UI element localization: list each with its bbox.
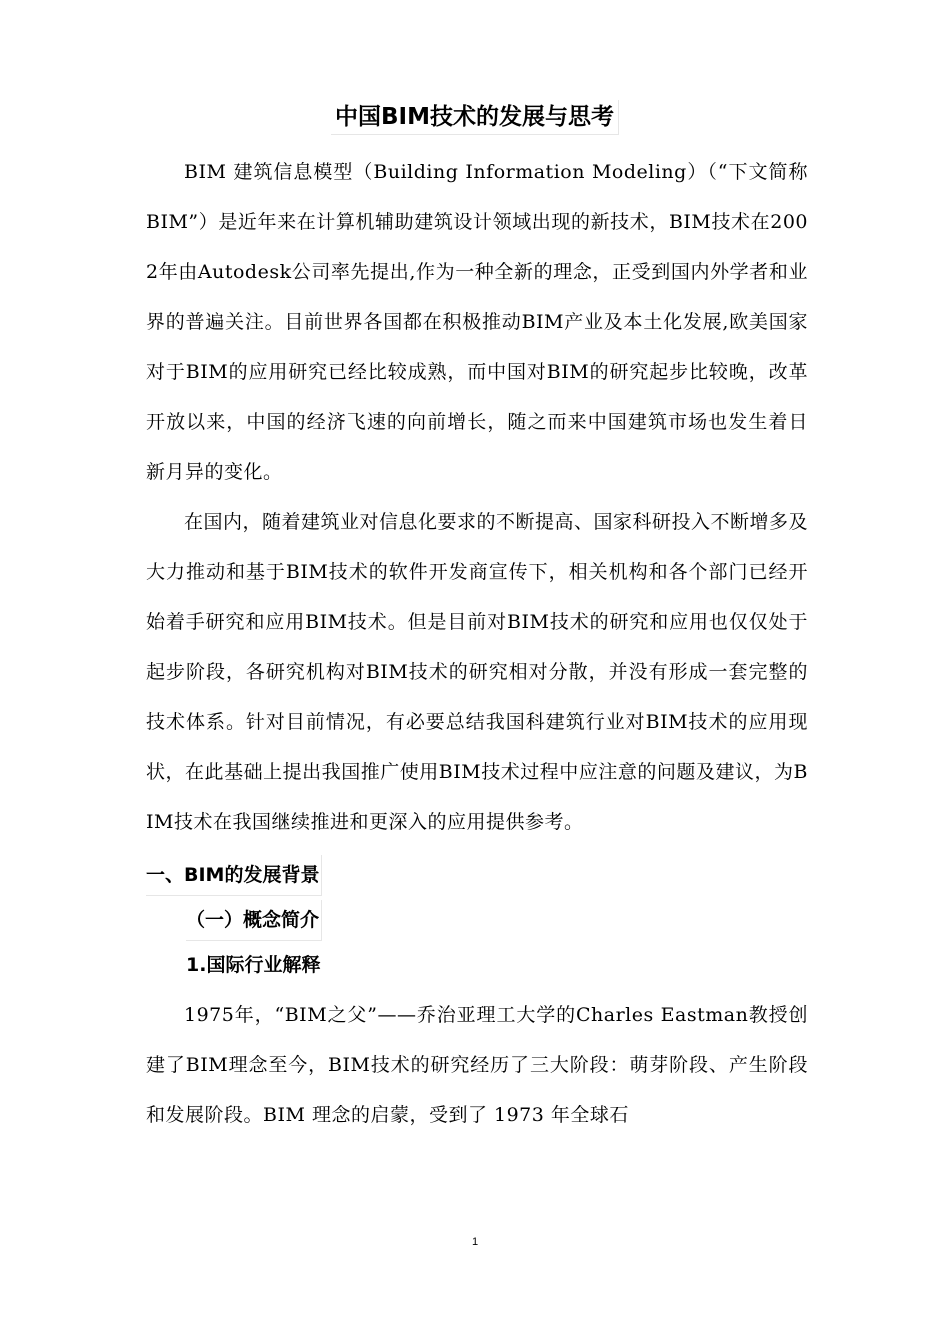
section-heading-2-text: （一）概念简介 [186, 900, 322, 941]
section-heading-1 [146, 855, 808, 895]
page-number: 1 [471, 1236, 479, 1248]
paragraph-domestic: 在国内，随着建筑业对信息化要求的不断提高、国家科研投入不断增多及大力推动和基于BIM技术的软件开发商宣传下，相关机构和各个部门已经开始着手研究和应用BIM技术。但是目前对BIM技术的研究和应用也仅仅处于起步阶段，各研究机构对BIM技术的研究相对分散，并没有形成一套完整的技术体系。针对目前情况，有必要总结我国科建筑行业对BIM技术的应用现状，在此基础上提出我国推广使用BIM技术过程中应注意的问题及建议，为BIM技术在我国继续推进和更深入的应用提供参考。 [146, 511, 809, 833]
document-title: 中国BIM技术的发展与思考 [331, 100, 619, 135]
section-heading-3 [146, 945, 808, 985]
paragraph-history: 1975年，“BIM之父”——乔治亚理工大学的Charles Eastman教授创建了BIM理念至今，BIM技术的研究经历了三大阶段：萌芽阶段、产生阶段和发展阶段。BIM 理念的启蒙，受到了 1973 年全球石 [146, 1004, 808, 1126]
section-heading-3-text: 1.国际行业解释 [186, 954, 321, 976]
section-heading-1-text: 一、BIM的发展背景 [146, 855, 322, 896]
document-body [146, 147, 808, 1140]
title-container [0, 100, 950, 135]
section-heading-2 [146, 900, 808, 940]
paragraph-intro: BIM 建筑信息模型（Building Information Modeling）（“下文简称BIM”）是近年来在计算机辅助建筑设计领域出现的新技术，BIM技术在2002年由Autodesk公司率先提出,作为一种全新的理念，正受到国内外学者和业界的普遍关注。目前世界各国都在积极推动BIM产业及本土化发展,欧美国家对于BIM的应用研究已经比较成熟，而中国对BIM的研究起步比较晚，改革开放以来，中国的经济飞速的向前增长，随之而来中国建筑市场也发生着日新月异的变化。 [146, 161, 808, 483]
